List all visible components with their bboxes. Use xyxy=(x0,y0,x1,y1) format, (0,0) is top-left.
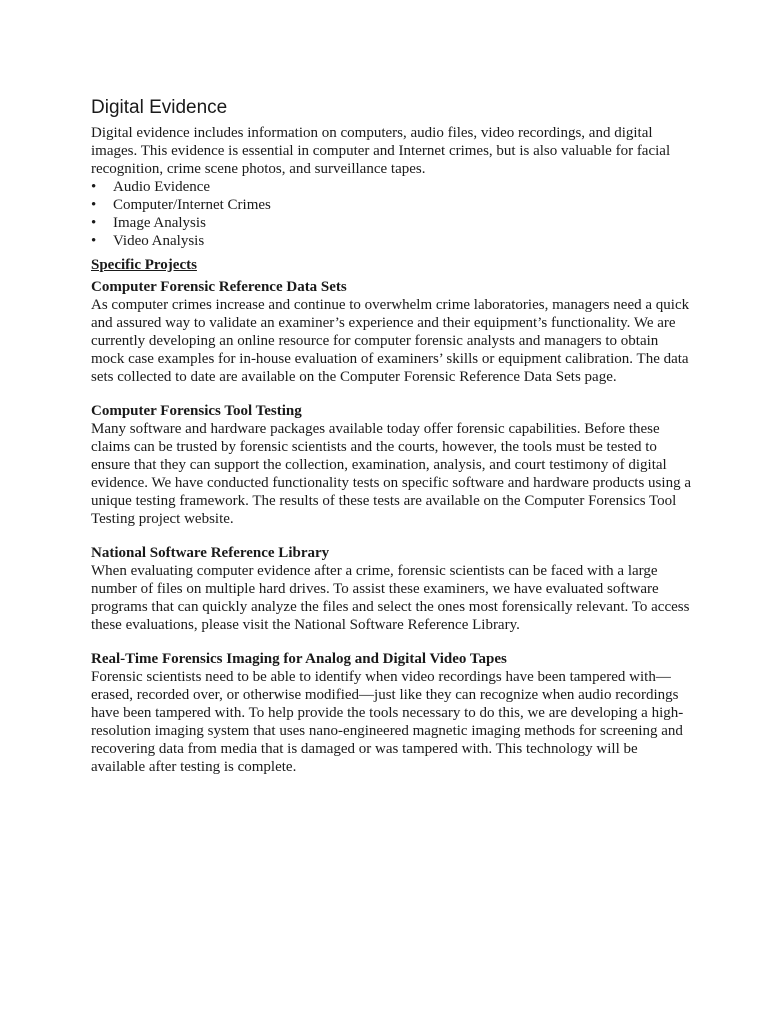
list-item xyxy=(91,232,691,250)
project-section xyxy=(91,402,691,528)
topic-list xyxy=(91,178,691,250)
project-section xyxy=(91,544,691,634)
project-section xyxy=(91,650,691,776)
bullet-icon: • xyxy=(91,197,97,213)
list-item-label: Computer/Internet Crimes xyxy=(113,197,271,213)
list-item-label: Audio Evidence xyxy=(113,179,211,195)
bullet-icon: • xyxy=(91,179,97,195)
project-title: Computer Forensic Reference Data Sets xyxy=(91,279,347,295)
project-body: When evaluating computer evidence after a crime, forensic scientists can be faced with a large number of files on multiple hard drives. To assist these examiners, we have evaluated software programs that can quickly analyze the files and select the ones most forensically relevant. To access these evaluations, please visit the National Software Reference Library. xyxy=(91,563,690,633)
project-body: Forensic scientists need to be able to identify when video recordings have been tampered with—erased, recorded over, or otherwise modified—just like they can recognize when audio recordings have been tampered with. To help provide the tools necessary to do this, we are developing a high-resolution imaging system that uses nano-engineered magnetic imaging methods for screening and recovering data from media that is damaged or was tampered with. This technology will be available after testing is complete. xyxy=(91,669,684,775)
bullet-icon: • xyxy=(91,215,97,231)
list-item-label: Video Analysis xyxy=(113,233,205,249)
list-item xyxy=(91,178,691,196)
intro-paragraph: Digital evidence includes information on computers, audio files, video recordings, and digital images. This evidence is essential in computer and Internet crimes, but is also valuable for facial recognition, crime scene photos, and surveillance tapes. xyxy=(91,125,671,177)
list-item-label: Image Analysis xyxy=(113,215,206,231)
project-body: As computer crimes increase and continue to overwhelm crime laboratories, managers need a quick and assured way to validate an examiner’s experience and their equipment’s functionality. We are currently developing an online resource for computer forensic analysts and managers to obtain mock case examples for in-house evaluation of examiners’ skills or equipment calibration. The data sets collected to date are available on the Computer Forensic Reference Data Sets page. xyxy=(91,297,690,385)
project-section xyxy=(91,278,691,386)
project-title: Real-Time Forensics Imaging for Analog and Digital Video Tapes xyxy=(91,651,507,667)
document-page xyxy=(91,96,691,792)
project-body: Many software and hardware packages available today offer forensic capabilities. Before these claims can be trusted by forensic scientists and the courts, however, the tools must be tested to ensure that they can support the collection, examination, analysis, and court testimony of digital evidence. We have conducted functionality tests on specific software and hardware products using a unique testing framework. The results of these tests are available on the Computer Forensics Tool Testing project website. xyxy=(91,421,691,527)
list-item xyxy=(91,196,691,214)
project-title: Computer Forensics Tool Testing xyxy=(91,403,302,419)
list-item xyxy=(91,214,691,232)
page-title: Digital Evidence xyxy=(91,97,228,118)
bullet-icon: • xyxy=(91,233,97,249)
project-title: National Software Reference Library xyxy=(91,545,330,561)
section-heading: Specific Projects xyxy=(91,257,197,273)
